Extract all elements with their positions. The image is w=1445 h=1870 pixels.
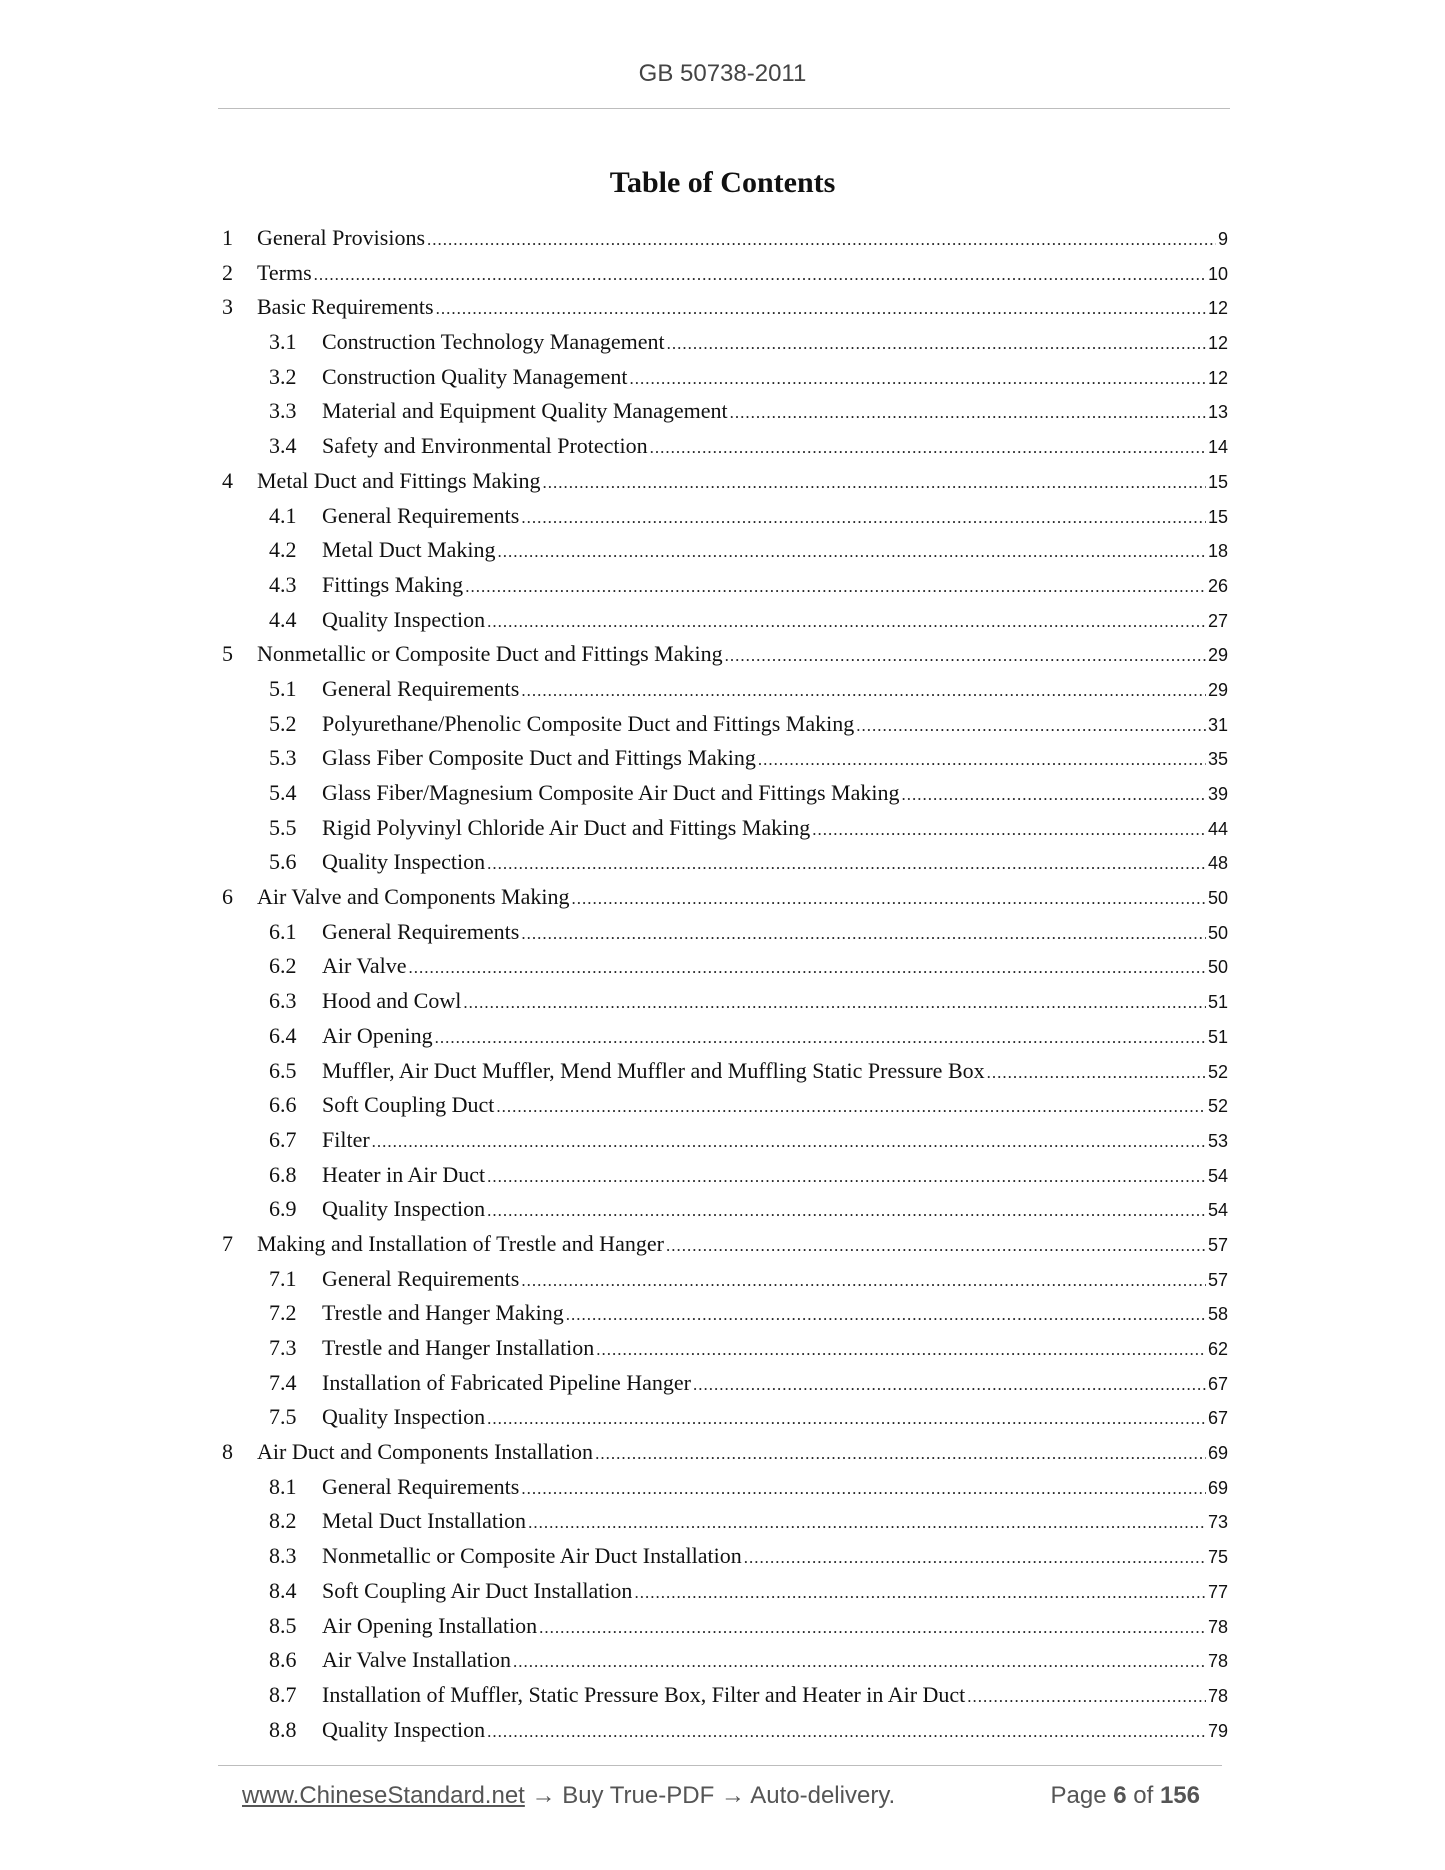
toc-entry-title: Air Duct and Components Installation — [257, 1439, 594, 1465]
toc-entry[interactable] — [222, 1400, 1228, 1435]
toc-entry-number: 8.7 — [269, 1681, 297, 1707]
toc-entry[interactable] — [222, 1123, 1228, 1158]
toc-entry-number: 4.1 — [269, 502, 297, 528]
toc-entry-title: Heater in Air Duct — [322, 1161, 486, 1187]
dot-leader — [435, 1021, 1206, 1056]
toc-entry[interactable] — [222, 1192, 1228, 1227]
toc-entry-page: 69 — [1207, 1443, 1228, 1464]
toc-entry-page: 52 — [1207, 1061, 1228, 1082]
toc-entry[interactable] — [222, 845, 1228, 880]
dot-leader — [521, 1472, 1206, 1507]
toc-entry-number: 5.5 — [269, 814, 297, 840]
toc-entry-number: 1 — [222, 225, 233, 250]
dot-leader — [566, 1298, 1206, 1333]
toc-entry[interactable] — [222, 880, 1228, 915]
toc-entry-number: 6.6 — [269, 1092, 297, 1118]
toc-entry-page: 78 — [1207, 1685, 1228, 1706]
dot-leader — [539, 1611, 1206, 1646]
toc-entry-number: 5 — [222, 641, 233, 667]
toc-entry-number: 2 — [222, 259, 233, 285]
toc-entry-title: Construction Quality Management — [322, 363, 628, 389]
toc-entry-page: 35 — [1207, 749, 1228, 770]
toc-entry-title: Quality Inspection — [322, 1716, 486, 1742]
toc-entry-title: Installation of Fabricated Pipeline Hanger — [322, 1369, 691, 1395]
arrow-icon: → — [720, 1782, 745, 1809]
page-current: 6 — [1113, 1782, 1127, 1809]
toc-entry-title: General Requirements — [322, 1473, 520, 1499]
toc-entry[interactable] — [222, 603, 1228, 638]
toc-entry-page: 62 — [1207, 1339, 1228, 1359]
toc-entry-page: 29 — [1207, 679, 1228, 700]
toc-entry[interactable] — [222, 1713, 1228, 1748]
toc-entry[interactable] — [222, 1262, 1228, 1297]
toc-entry[interactable] — [222, 464, 1228, 499]
toc-entry-number: 6.7 — [269, 1126, 297, 1152]
toc-entry-title: Construction Technology Management — [322, 329, 665, 355]
dot-leader — [596, 1333, 1206, 1368]
toc-entry-page: 14 — [1207, 437, 1228, 458]
toc-entry[interactable] — [222, 811, 1228, 846]
toc-entry-number: 7 — [222, 1230, 233, 1256]
toc-entry-page: 79 — [1207, 1720, 1228, 1741]
toc-entry-number: 6.2 — [269, 953, 297, 979]
toc-entry[interactable] — [222, 1678, 1228, 1713]
toc-entry-page: 75 — [1207, 1547, 1228, 1568]
toc-entry-number: 5.3 — [269, 745, 297, 771]
toc-entry[interactable] — [222, 741, 1228, 776]
dot-leader — [528, 1506, 1206, 1541]
dot-leader — [901, 778, 1205, 813]
toc-entry-page: 69 — [1207, 1477, 1228, 1498]
toc-entry-page: 12 — [1207, 298, 1228, 319]
toc-entry[interactable] — [222, 984, 1228, 1019]
toc-entry-page: 67 — [1207, 1408, 1228, 1429]
toc-entry-title: Polyurethane/Phenolic Composite Duct and Fittings Making — [322, 710, 855, 736]
toc-entry-title: Trestle and Hanger Installation — [322, 1335, 595, 1360]
toc-entry-title: Basic Requirements — [257, 294, 434, 320]
delivery-text: Auto-delivery. — [750, 1782, 896, 1809]
dot-leader — [487, 1194, 1206, 1229]
toc-entry-number: 6.4 — [269, 1022, 297, 1048]
toc-entry[interactable] — [222, 325, 1228, 360]
toc-entry-number: 8.8 — [269, 1716, 297, 1742]
toc-entry-page: 51 — [1207, 992, 1228, 1013]
toc-entry-page: 9 — [1217, 229, 1228, 249]
toc-entry-number: 3.1 — [269, 329, 297, 355]
toc-entry-number: 5.4 — [269, 780, 297, 805]
toc-entry-title: Air Valve — [322, 953, 407, 979]
toc-entry[interactable] — [222, 707, 1228, 742]
toc-entry[interactable] — [222, 1643, 1228, 1678]
toc-entry-page: 26 — [1207, 575, 1228, 596]
toc-entry-title: Material and Equipment Quality Management — [322, 398, 728, 424]
dot-leader — [812, 813, 1206, 848]
toc-entry-title: Nonmetallic or Composite Duct and Fittings Making — [257, 641, 723, 667]
toc-entry[interactable] — [222, 1539, 1228, 1574]
toc-entry-title: Filter — [322, 1126, 370, 1152]
toc-entry[interactable] — [222, 533, 1228, 568]
toc-entry-number: 6.5 — [269, 1057, 297, 1083]
toc-entry-title: Glass Fiber/Magnesium Composite Air Duct and Fittings Making — [322, 780, 900, 805]
toc-entry-page: 27 — [1207, 610, 1228, 631]
header-divider — [218, 108, 1230, 109]
toc-entry-number: 8.1 — [269, 1473, 297, 1499]
toc-entry[interactable] — [222, 776, 1228, 811]
toc-entry-page: 50 — [1207, 922, 1228, 943]
toc-entry-number: 6.9 — [269, 1196, 297, 1222]
dot-leader — [571, 882, 1206, 917]
dot-leader — [487, 605, 1206, 640]
buy-link-text: Buy True-PDF — [562, 1782, 715, 1809]
toc-entry-title: Glass Fiber Composite Duct and Fittings Making — [322, 745, 756, 771]
toc-entry-title: Rigid Polyvinyl Chloride Air Duct and Fittings Making — [322, 814, 811, 840]
toc-entry-number: 6 — [222, 884, 233, 910]
toc-entry-title: Safety and Environmental Protection — [322, 433, 648, 459]
dot-leader — [666, 1229, 1206, 1264]
toc-entry[interactable] — [222, 1296, 1228, 1331]
toc-entry-number: 6.8 — [269, 1161, 297, 1187]
dot-leader — [498, 535, 1206, 570]
toc-entry[interactable] — [222, 360, 1228, 395]
dot-leader — [436, 292, 1206, 327]
toc-entry[interactable] — [222, 290, 1228, 325]
toc-entry-page: 54 — [1207, 1200, 1228, 1221]
page-total: 156 — [1159, 1782, 1200, 1809]
toc-entry-title: Metal Duct and Fittings Making — [257, 467, 541, 493]
toc-entry-number: 7.4 — [269, 1369, 297, 1395]
toc-entry-page: 29 — [1207, 645, 1228, 666]
toc-entry[interactable] — [222, 568, 1228, 603]
toc-entry-page: 78 — [1207, 1651, 1228, 1672]
dot-leader — [744, 1541, 1206, 1576]
toc-entry-number: 7.5 — [269, 1404, 297, 1430]
toc-entry-title: Trestle and Hanger Making — [322, 1300, 564, 1326]
toc-entry-title: Nonmetallic or Composite Air Duct Installation — [322, 1543, 742, 1569]
toc-entry-page: 53 — [1207, 1130, 1228, 1151]
toc-entry-page: 73 — [1207, 1512, 1228, 1533]
dot-leader — [487, 1715, 1206, 1750]
dot-leader — [693, 1368, 1206, 1403]
toc-entry-title: Quality Inspection — [322, 1196, 486, 1222]
dot-leader — [634, 1576, 1206, 1611]
toc-entry-number: 7.1 — [269, 1265, 297, 1291]
toc-entry-page: 39 — [1207, 784, 1228, 804]
toc-entry-title: General Provisions — [257, 225, 426, 250]
toc-entry-number: 8.6 — [269, 1647, 297, 1673]
dot-leader — [521, 674, 1206, 709]
dot-leader — [465, 570, 1206, 605]
arrow-icon: → — [531, 1782, 556, 1809]
toc-entry-number: 3.2 — [269, 363, 297, 389]
toc-entry-page: 10 — [1207, 263, 1228, 284]
dot-leader — [667, 327, 1206, 362]
dot-leader — [521, 501, 1206, 536]
page-label: Page — [1050, 1782, 1107, 1809]
dot-leader — [487, 1402, 1206, 1437]
toc-entry-page: 58 — [1207, 1304, 1228, 1325]
toc-entry-title: Soft Coupling Air Duct Installation — [322, 1577, 633, 1603]
toc-entry[interactable] — [222, 1331, 1228, 1366]
dot-leader — [650, 431, 1206, 466]
toc-entry-page: 57 — [1207, 1234, 1228, 1255]
toc-entry[interactable] — [222, 221, 1228, 256]
toc-entry-title: Installation of Muffler, Static Pressure Box, Filter and Heater in Air Duct — [322, 1681, 966, 1707]
page-footer — [242, 1782, 1200, 1810]
toc-entry-title: General Requirements — [322, 918, 520, 944]
toc-entry[interactable] — [222, 256, 1228, 291]
toc-entry-title: General Requirements — [322, 675, 520, 701]
toc-entry-title: Fittings Making — [322, 571, 464, 597]
dot-leader — [314, 258, 1206, 293]
toc-entry-title: General Requirements — [322, 502, 520, 528]
toc-entry[interactable] — [222, 1054, 1228, 1089]
toc-entry-number: 7.3 — [269, 1335, 297, 1360]
toc-entry[interactable] — [222, 1574, 1228, 1609]
dot-leader — [487, 1160, 1206, 1195]
toc-entry-number: 4.4 — [269, 606, 297, 632]
toc-entry-page: 67 — [1207, 1373, 1228, 1394]
toc-entry-number: 4.2 — [269, 537, 297, 563]
toc-entry-page: 44 — [1207, 818, 1228, 839]
toc-entry[interactable] — [222, 949, 1228, 984]
toc-entry-title: Muffler, Air Duct Muffler, Mend Muffler and Muffling Static Pressure Box — [322, 1057, 985, 1083]
toc-entry-number: 8.2 — [269, 1508, 297, 1534]
toc-entry-number: 5.2 — [269, 710, 297, 736]
dot-leader — [496, 1090, 1206, 1125]
dot-leader — [427, 223, 1216, 258]
toc-entry[interactable] — [222, 672, 1228, 707]
dot-leader — [595, 1437, 1206, 1472]
toc-entry-title: Hood and Cowl — [322, 988, 462, 1014]
toc-entry-page: 13 — [1207, 402, 1228, 423]
toc-entry-title: Making and Installation of Trestle and Hanger — [257, 1230, 664, 1256]
toc-entry-page: 78 — [1207, 1616, 1228, 1637]
toc-entry-page: 77 — [1207, 1581, 1228, 1602]
dot-leader — [856, 709, 1206, 744]
toc-entry[interactable] — [222, 1088, 1228, 1123]
toc-entry-number: 3.4 — [269, 433, 297, 459]
page-title: Table of Contents — [609, 166, 836, 199]
toc-entry-page: 18 — [1207, 541, 1228, 562]
toc-entry-number: 4.3 — [269, 571, 297, 597]
dot-leader — [725, 639, 1206, 674]
toc-entry-title: Quality Inspection — [322, 849, 486, 875]
toc-entry-number: 3 — [222, 294, 233, 320]
toc-entry[interactable] — [222, 1609, 1228, 1644]
toc-entry-page: 57 — [1207, 1269, 1228, 1290]
dot-leader — [463, 986, 1206, 1021]
dot-leader — [987, 1056, 1206, 1091]
toc-entry-number: 3.3 — [269, 398, 297, 424]
footer-divider — [218, 1765, 1222, 1766]
page-indicator — [1051, 1782, 1201, 1810]
running-header: GB 50738-2011 — [638, 60, 807, 87]
toc-entry-title: Air Opening — [322, 1022, 433, 1048]
toc-entry-page: 52 — [1207, 1096, 1228, 1117]
table-of-contents — [222, 221, 1228, 1747]
dot-leader — [409, 951, 1206, 986]
toc-entry[interactable] — [222, 429, 1228, 464]
toc-entry-number: 8.4 — [269, 1577, 297, 1603]
toc-entry[interactable] — [222, 1435, 1228, 1470]
toc-entry-page: 15 — [1207, 506, 1228, 527]
toc-entry-number: 4 — [222, 467, 233, 493]
toc-entry-number: 6.1 — [269, 918, 297, 944]
toc-entry-page: 31 — [1207, 714, 1228, 735]
toc-entry-number: 5.6 — [269, 849, 297, 875]
toc-entry-page: 50 — [1207, 957, 1228, 978]
toc-entry-number: 7.2 — [269, 1300, 297, 1326]
toc-entry[interactable] — [222, 394, 1228, 429]
dot-leader — [521, 917, 1206, 952]
toc-entry[interactable] — [222, 1158, 1228, 1193]
toc-entry[interactable] — [222, 1227, 1228, 1262]
toc-entry-title: Metal Duct Installation — [322, 1508, 527, 1534]
toc-entry-number: 8.3 — [269, 1543, 297, 1569]
toc-entry[interactable] — [222, 1366, 1228, 1401]
toc-entry[interactable] — [222, 499, 1228, 534]
toc-entry[interactable] — [222, 1504, 1228, 1539]
toc-entry-title: Quality Inspection — [322, 1404, 486, 1430]
toc-entry[interactable] — [222, 1470, 1228, 1505]
toc-entry-page: 50 — [1207, 888, 1228, 909]
toc-entry-number: 5.1 — [269, 675, 297, 701]
toc-entry-title: Air Opening Installation — [322, 1612, 538, 1638]
toc-entry-number: 8 — [222, 1439, 233, 1465]
dot-leader — [730, 396, 1206, 431]
toc-entry-title: Soft Coupling Duct — [322, 1092, 495, 1118]
toc-entry-page: 48 — [1207, 853, 1228, 874]
toc-entry-number: 6.3 — [269, 988, 297, 1014]
dot-leader — [967, 1680, 1206, 1715]
dot-leader — [487, 847, 1206, 882]
toc-entry-title: Quality Inspection — [322, 606, 486, 632]
toc-entry-title: Air Valve and Components Making — [257, 884, 570, 910]
toc-entry-page: 15 — [1207, 471, 1228, 492]
toc-entry[interactable] — [222, 637, 1228, 672]
dot-leader — [521, 1264, 1206, 1299]
toc-entry-page: 51 — [1207, 1026, 1228, 1047]
page-of: of — [1133, 1782, 1154, 1809]
dot-leader — [630, 362, 1206, 397]
toc-entry-page: 12 — [1207, 367, 1228, 388]
dot-leader — [513, 1645, 1206, 1680]
toc-entry-title: Terms — [257, 259, 312, 285]
toc-entry-title: General Requirements — [322, 1265, 520, 1291]
website-link[interactable]: www.ChineseStandard.net — [242, 1782, 525, 1809]
toc-entry[interactable] — [222, 1019, 1228, 1054]
toc-entry-number: 8.5 — [269, 1612, 297, 1638]
toc-entry[interactable] — [222, 915, 1228, 950]
toc-entry-title: Air Valve Installation — [322, 1647, 511, 1673]
dot-leader — [372, 1125, 1206, 1160]
dot-leader — [543, 466, 1206, 501]
toc-entry-page: 54 — [1207, 1165, 1228, 1186]
toc-entry-page: 12 — [1207, 333, 1228, 354]
toc-entry-title: Metal Duct Making — [322, 537, 496, 563]
dot-leader — [758, 743, 1206, 778]
